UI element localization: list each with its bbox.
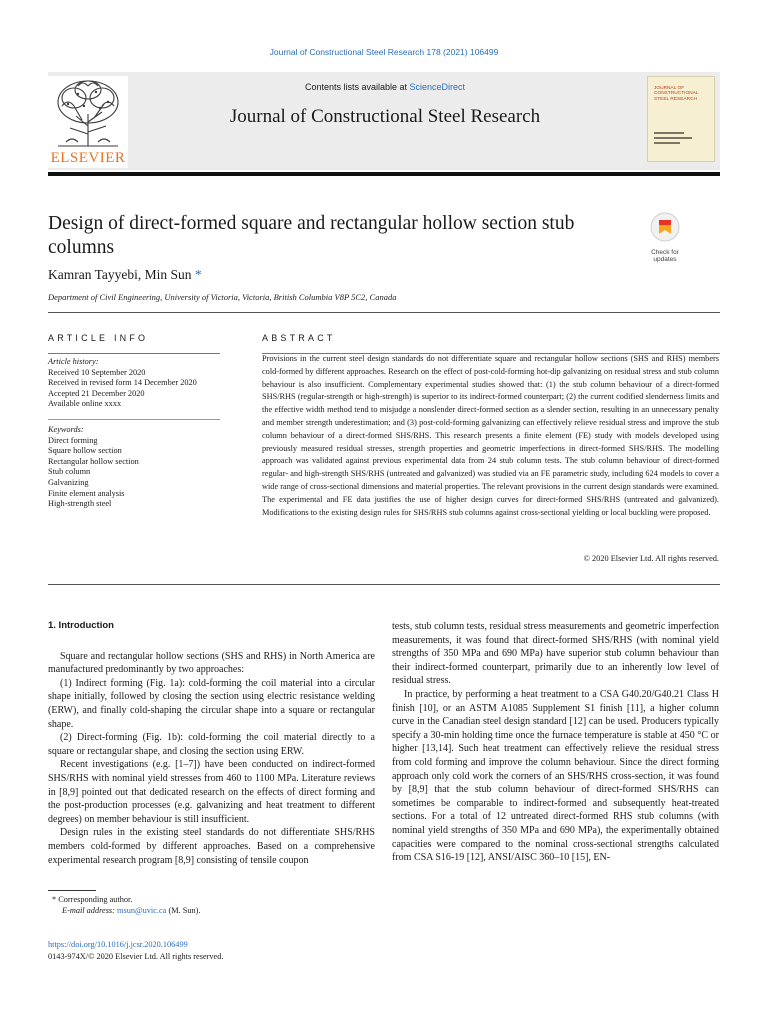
keyword-item: Direct forming: [48, 435, 98, 445]
affiliation-divider: [48, 312, 720, 313]
journal-citation-link[interactable]: Journal of Constructional Steel Research 178 (2021) 106499: [269, 47, 499, 57]
footnote-text: Corresponding author.: [58, 895, 133, 904]
contents-prefix: Contents lists available at: [304, 82, 410, 92]
abstract-text: Provisions in the current steel design standards do not differentiate square and rectangular hollow sections (SHS and RHS) members cold-formed by different approaches. Research on the effect of post-cold-forming hot-dip galvanizing on residual stress and stub column behaviour is also insufficient. Complementary experimental studies showed that: (1) the stub column behaviour of a direct-formed SHS/RHS (regular-strength or high-strength) is superior to its indirect-formed counterpart; (2) the current codified slenderness limits and the effective width method tend to misjudge a nonslender direct-formed section as a slender section, resulting in an unnecessary penalty and member strength underestimation; and (3) post-cold-forming galvanizing can effectively relieve residual stress and improve the stub column behaviour of a direct-formed SHS/RHS. This research presents a finite element (FE) study with models developed using previously measured residual stresses, strength properties and geometric imperfections in direct-formed SHS/RHS. The modelling approach was validated against previous experimental data from 24 stub column tests. The stub column behaviour of direct-formed regular- and high-strength SHS/RHS (untreated and galvanized) was studied via an FE parametric study, including 624 models to cover a wide range of cross-sectional dimensions and material properties. The relevant provisions in the current design standards were examined. The experimental and FE data justifies the use of higher design curves for direct-formed SHS/RHS (untreated and galvanized). Modifications to the existing design rules for SHS/RHS stub columns against cross-sectional yielding or local buckling were proposed.: [262, 354, 719, 517]
issn-copyright: 0143-974X/© 2020 Elsevier Ltd. All rights reserved.: [48, 952, 224, 961]
abstract-copyright: © 2020 Elsevier Ltd. All rights reserved.: [583, 554, 719, 563]
author-list: [48, 267, 202, 283]
email-footnote: [62, 906, 201, 917]
cover-title: JOURNAL OF CONSTRUCTIONAL STEEL RESEARCH: [654, 86, 699, 102]
history-item: Received in revised form 14 December 2020: [48, 378, 197, 388]
sciencedirect-link[interactable]: ScienceDirect: [409, 82, 466, 92]
body-column-right: [392, 620, 719, 865]
cover-decoration: [654, 132, 694, 147]
check-for-updates-label: Check for updates: [651, 249, 679, 263]
body-paragraph: (1) Indirect forming (Fig. 1a): cold-forming the coil material into a circular shape initially, followed by closing the section using electric resistance welding (ERW), and finally cold-shaping the circular shape into a square or rectangular shape.: [48, 677, 375, 730]
abstract-end-divider: [48, 584, 720, 585]
keyword-item: Finite element analysis: [48, 488, 125, 498]
journal-name[interactable]: Journal of Constructional Steel Research: [229, 106, 541, 127]
body-paragraph: In practice, by performing a heat treatment to a CSA G40.20/G40.21 Class H finish [10], or an ASTM A1085 Supplement S1 finish [11], a higher column curve in the Canadian steel design standard [12] can be used. Producers typically specify a 30-min holding time once the furnace temperature is stable at 450 °C or higher [13,14]. Such heat treatment can effectively relieve the residual stress from cold forming and improve the column behaviour. Since the direct forming approach only cold work the corners of an SHS/RHS cross-section, it was found by [8,9] that the stub column behaviour of direct-formed SHS/RHS can sometimes be comparable to indirect-formed and subsequently heat-treated sections. For a total of 12 untreated direct-formed RHS stub columns (with nominal yield strengths of 350 MPa and 690 MPa), the experimentally obtained capacities were compared to the nominal cross-sectional strengths calculated from CSA S16-19 [12], ANSI/AISC 360–10 [15], EN-: [392, 688, 719, 864]
keyword-item: Galvanizing: [48, 477, 89, 487]
corresponding-author-mark[interactable]: *: [194, 267, 202, 282]
body-paragraph: Recent investigations (e.g. [1–7]) have been conducted on indirect-formed SHS/RHS with nominal yield stresses from 460 to 1100 MPa. Literature reviews in [8,9] pointed out that dedicated research on the effects of direct forming and the post-production processes (e.g. galvanizing and heat treatment to different degrees) on member behaviour is still insufficient.: [48, 759, 375, 825]
history-item: Accepted 21 December 2020: [48, 388, 145, 398]
elsevier-logo[interactable]: [48, 76, 128, 168]
article-history: [48, 357, 228, 410]
contents-available-line: [130, 82, 640, 92]
article-info-label: ARTICLE INFO: [48, 333, 149, 343]
author-affiliation: Department of Civil Engineering, University of Victoria, Victoria, British Columbia V8P 5C2, Canada: [48, 292, 397, 302]
footnote-mark: *: [52, 895, 57, 904]
journal-cover-thumbnail[interactable]: [647, 76, 715, 162]
abstract-label: ABSTRACT: [262, 333, 336, 343]
section-heading-introduction: 1. Introduction: [48, 620, 114, 631]
elsevier-tree-icon: [48, 76, 128, 150]
email-suffix: (M. Sun).: [168, 906, 201, 915]
masthead-divider: [48, 172, 720, 176]
keyword-item: Square hollow section: [48, 446, 122, 456]
body-paragraph: (2) Direct-forming (Fig. 1b): cold-forming the coil material directly to a square or rectangular shape, and closing the section using ERW.: [48, 732, 375, 757]
body-paragraph: tests, stub column tests, residual stress measurements and geometric imperfection measurements, it was found that direct-formed SHS/RHS (with nominal yield strengths of 350 MPa and 690 MPa) have superior stub column behaviour than their indirect-formed counterpart, primarily due to an inherently low level of residual stress.: [392, 621, 719, 687]
keyword-item: Rectangular hollow section: [48, 456, 139, 466]
keywords-block: [48, 425, 228, 510]
author-names: Kamran Tayyebi, Min Sun: [48, 267, 192, 282]
elsevier-wordmark: ELSEVIER: [50, 150, 126, 166]
body-column-left: [48, 619, 375, 867]
article-info-divider: [48, 353, 220, 354]
body-paragraph: Design rules in the existing steel standards do not differentiate SHS/RHS members cold-formed by different approaches. Based on a comprehensive experimental research program [8,9] consisting of tensile coupon: [48, 827, 375, 866]
article-history-heading: Article history:: [48, 357, 99, 366]
email-link[interactable]: msun@uvic.ca: [117, 906, 167, 915]
history-item: Received 10 September 2020: [48, 367, 146, 377]
history-item: Available online xxxx: [48, 399, 122, 409]
doi-link[interactable]: https://doi.org/10.1016/j.jcsr.2020.106499: [48, 940, 188, 949]
corresponding-author-footnote: [52, 895, 132, 906]
check-for-updates-button[interactable]: [640, 212, 690, 263]
footnote-divider: [48, 890, 96, 891]
keyword-item: High-strength steel: [48, 499, 112, 509]
email-label: E-mail address:: [62, 906, 115, 915]
check-for-updates-icon: [650, 212, 680, 242]
keywords-heading: Keywords:: [48, 425, 84, 434]
keyword-item: Stub column: [48, 467, 91, 477]
keywords-divider: [48, 419, 220, 420]
body-paragraph: Square and rectangular hollow sections (SHS and RHS) in North America are manufactured predominantly by two approaches:: [48, 650, 375, 676]
article-title: Design of direct-formed square and rectangular hollow section stub columns: [48, 213, 575, 258]
